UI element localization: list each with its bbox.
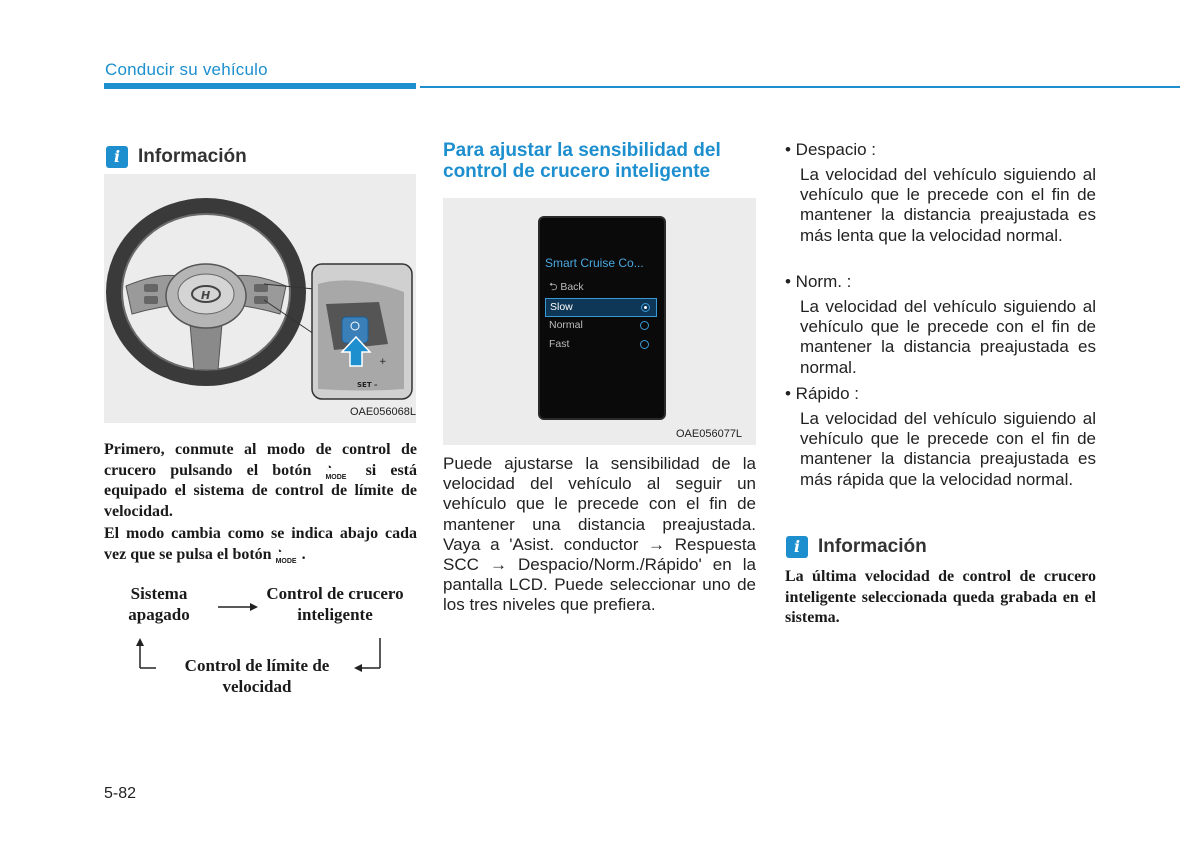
lcd-option-normal[interactable]: Normal: [545, 317, 655, 334]
bullet-label-slow: • Despacio :: [785, 140, 876, 159]
wheel-plus-label: +: [379, 357, 387, 367]
figure-code: OAE056068L: [349, 406, 416, 418]
lcd-option-slow[interactable]: Slow: [545, 298, 657, 317]
lcd-option-fast[interactable]: Fast: [545, 336, 655, 353]
header-rule-thin: [420, 86, 1180, 88]
wheel-set-label: SET –: [357, 381, 378, 389]
info-title: Información: [818, 536, 927, 557]
bullet-text-fast: La velocidad del vehículo siguiendo al vehículo que le precede con el fin de mantener la distancia preajustada es más rápida que la velocidad normal.: [800, 409, 1096, 489]
diagram-node-system-off: Sistema apagado: [128, 584, 190, 624]
info-note-text: La última velocidad de control de crucero inteligente seleccionada queda grabada en el sistema.: [785, 568, 1096, 626]
header-rule-thick: [104, 83, 416, 89]
bullet-label-fast: • Rápido :: [785, 384, 859, 403]
page-number: 5-82: [104, 785, 137, 802]
diagram-node-smart-cruise: Control de crucero inteligente: [266, 584, 404, 624]
info-title: Información: [138, 146, 247, 167]
steering-wheel-illustration: [104, 174, 416, 423]
mode-button-icon: ◔ MODE: [275, 545, 297, 565]
instruction-paragraph-2: El modo cambia como se indica abajo cada vez que se pulsa el botón ◔ MODE .: [104, 525, 417, 565]
sensitivity-body-text: Puede ajustarse la sensibilidad de la velocidad del vehículo al seguir un vehículo que le precede con el fin de mantener una distancia preajustada. Vaya a 'Asist. conductor → Respuesta SCC → Despacio/Norm./Rápido' en la pantalla LCD. Puede seleccionar uno de los tres niveles que prefiera.: [443, 454, 756, 615]
radio-empty-icon: [640, 340, 649, 349]
radio-selected-icon: [641, 303, 650, 312]
mode-button-icon: ◔ MODE: [325, 461, 347, 481]
lcd-screen: [540, 218, 664, 418]
lcd-back-item[interactable]: ⮌ Back: [549, 281, 584, 293]
steering-wheel-figure: [104, 174, 416, 423]
bullet-text-normal: La velocidad del vehículo siguiendo al vehículo que le precede con el fin de mantener la distancia preajustada es normal.: [800, 297, 1096, 377]
svg-text:H: H: [201, 289, 211, 302]
figure-code: OAE056077L: [676, 428, 743, 440]
bullet-label-normal: • Norm. :: [785, 272, 852, 291]
info-icon: i: [786, 536, 808, 558]
bullet-text-slow: La velocidad del vehículo siguiendo al vehículo que le precede con el fin de mantener la distancia preajustada es más lenta que la velocidad normal.: [800, 165, 1096, 245]
diagram-node-speed-limit: Control de límite de velocidad: [184, 656, 330, 696]
info-icon: i: [106, 146, 128, 168]
diagram-arrows: [116, 590, 396, 680]
section-header: Conducir su vehículo: [105, 60, 268, 79]
section-title: Para ajustar la sensibilidad del control de crucero inteligente: [443, 140, 721, 182]
lcd-title: Smart Cruise Co...: [545, 256, 644, 270]
radio-empty-icon: [640, 321, 649, 330]
instruction-paragraph-1: Primero, conmute al modo de control de crucero pulsando el botón ◔ MODE si está equipado el sistema de control de límite de velocidad.: [104, 441, 418, 520]
